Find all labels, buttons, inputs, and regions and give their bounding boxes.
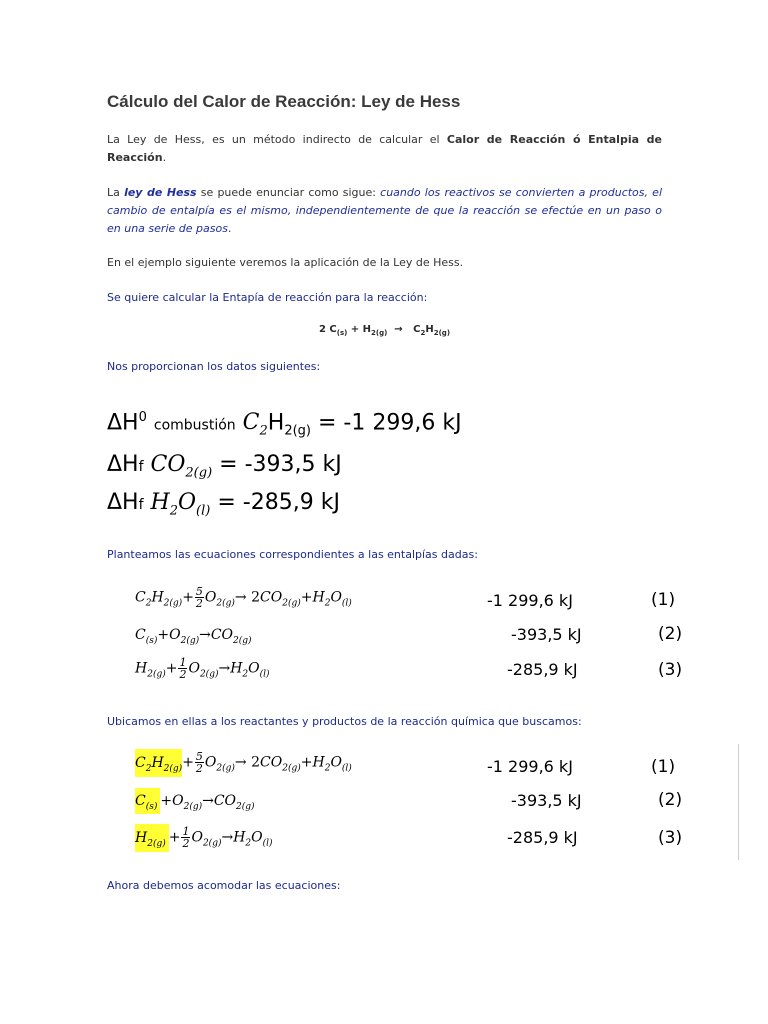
equation-1h-value: -1 299,6 kJ [487, 757, 573, 776]
given-row-2: ΔHf $CO_{2(g)} = -393,5$ kJ [107, 452, 342, 481]
goal-paragraph: Se quiere calcular la Entapía de reacción para la reacción: [107, 291, 428, 304]
equation-1-label: (1) [651, 590, 676, 610]
law-term: ley de Hess [124, 186, 197, 199]
equation-3h-value: -285,9 kJ [507, 828, 578, 847]
given-row-3: ΔHf $H_2O_{(l)} = -285,9$ kJ [107, 490, 340, 519]
equation-1-value: -1 299,6 kJ [487, 591, 573, 610]
equation-2h-label: (2) [658, 790, 683, 810]
intro-paragraph: La Ley de Hess, es un método indirecto de calcular el Calor de Reacción ó Entalpia de Reacción. [107, 133, 662, 164]
law-paragraph: La ley de Hess se puede enunciar como sigue: cuando los reactivos se convierten a productos, el cambio de entalpía es el mismo, independientemente de que la reacción se efectúe en un paso o en una serie de pasos. [107, 186, 663, 235]
equation-3h-label: (3) [658, 828, 683, 848]
equation-3-highlighted: $H_{2(g)}$ + $\frac{1}{2}$ $O_{2(g)}\to H_2O_{(l)}$ [135, 825, 273, 850]
example-paragraph: En el ejemplo siguiente veremos la aplicación de la Ley de Hess. [107, 256, 464, 269]
highlight-c: $C_{(s)}$ [135, 788, 160, 814]
equation-2h-value: -393,5 kJ [511, 791, 582, 810]
plan-paragraph: Planteamos las ecuaciones correspondientes a las entalpías dadas: [107, 548, 478, 561]
equation-2-highlighted: $C_{(s)} +O_{2(g)}\to CO_{2(g)}$ [135, 793, 255, 812]
calor-de-reaccion-term: Calor de Reacción ó Entalpia de Reacción [107, 133, 662, 164]
highlight-h2: $H_{2(g)}$ [135, 824, 169, 852]
equation-3: $H_{2(g)}+$ $\frac{1}{2}$ $O_{2(g)}\to H_2O_{(l)}$ [135, 656, 270, 681]
equation-1: $C_2H_{2(g)}+$ $\frac{5}{2}$ $O_{2(g)}\to 2CO_{2(g)}+H_2O_{(l)}$ [135, 585, 352, 610]
equation-2-value: -393,5 kJ [511, 625, 582, 644]
law-statement: cuando los reactivos se convierten a productos, el cambio de entalpía es el mismo, independientemente de que la reacción se efectúe en un paso o en una serie de pasos [107, 186, 663, 235]
given-row-1: $\Delta H^0$ combustión $C_2H_{2(g)} = -1$ 299,6 kJ [107, 410, 462, 439]
equation-1h-label: (1) [651, 757, 676, 777]
equation-1-highlighted: $C_2H_{2(g)}+$ $\frac{5}{2}$ $O_{2(g)}\to 2CO_{2(g)}+H_2O_{(l)}$ [135, 750, 352, 775]
reaction-arrow: → [394, 324, 403, 335]
equation-3-value: -285,9 kJ [507, 660, 578, 679]
highlight-c2h2: $C_2H_{2(g)}$ [135, 749, 182, 777]
divider-line [738, 744, 739, 860]
equation-3-label: (3) [658, 660, 683, 680]
target-reaction: 2 $C_{(s)} + H_{2(g)}$ → $C_2H_{2(g)}$ [318, 324, 451, 337]
locate-paragraph: Ubicamos en ellas a los reactantes y productos de la reacción química que buscamos: [107, 715, 582, 728]
data-paragraph: Nos proporcionan los datos siguientes: [107, 360, 321, 373]
page-title: Cálculo del Calor de Reacción: Ley de Hess [107, 92, 461, 111]
equation-2: $C_{(s)}+O_{2(g)}\to CO_{2(g)}$ [135, 627, 252, 646]
arrange-paragraph: Ahora debemos acomodar las ecuaciones: [107, 879, 341, 892]
equation-2-label: (2) [658, 624, 683, 644]
